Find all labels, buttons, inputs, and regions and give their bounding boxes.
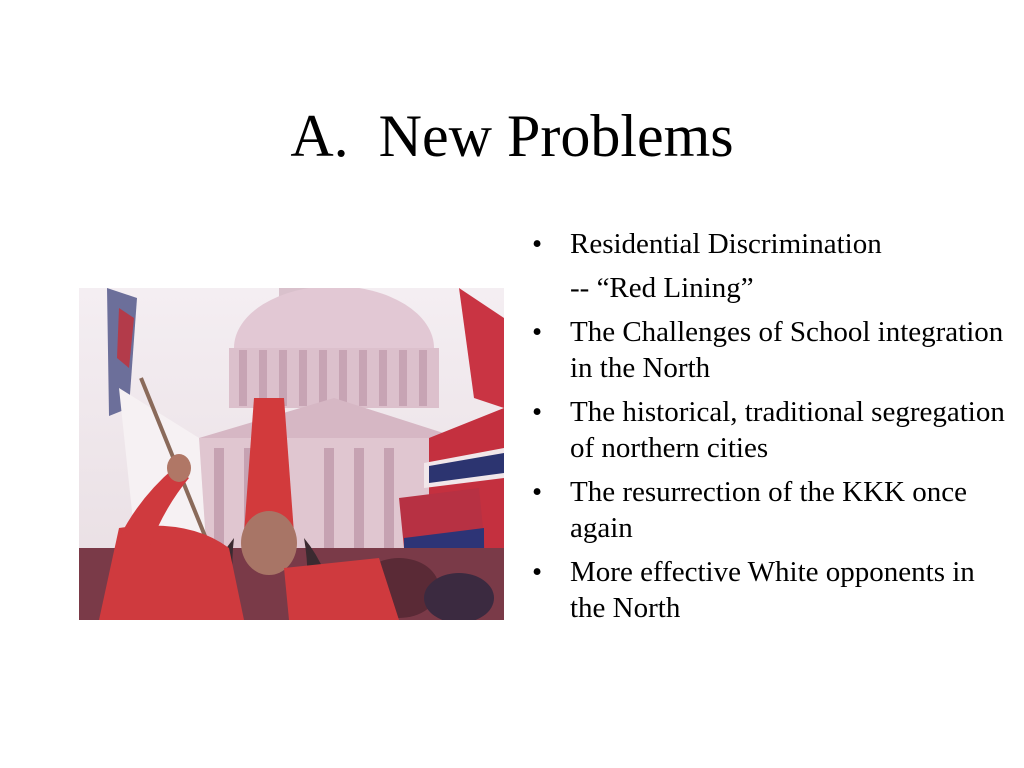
bullet-dot: • bbox=[532, 396, 543, 428]
bullet-item bbox=[530, 554, 1010, 626]
bullet-text: The historical, traditional segregation of northern cities bbox=[570, 396, 1005, 464]
bullet-text: More effective White opponents in the North bbox=[570, 556, 975, 624]
slide-title: A. New Problems bbox=[290, 103, 734, 169]
bullet-text: The resurrection of the KKK once again bbox=[570, 476, 967, 544]
bullet-dot: • bbox=[532, 556, 543, 588]
bullet-dot: • bbox=[532, 316, 543, 348]
bullet-item bbox=[530, 474, 1010, 546]
bullet-item bbox=[530, 226, 1010, 262]
kkk-rally-photo bbox=[79, 288, 504, 620]
bullet-text: Residential Discrimination bbox=[570, 228, 882, 260]
bullet-item bbox=[530, 394, 1010, 466]
bullet-list bbox=[530, 226, 1010, 634]
bullet-subline bbox=[530, 270, 1010, 306]
bullet-item bbox=[530, 314, 1010, 386]
bullet-text: -- “Red Lining” bbox=[570, 272, 754, 304]
bullet-dot: • bbox=[532, 228, 543, 260]
bullet-dot: • bbox=[532, 476, 543, 508]
bullet-text: The Challenges of School integration in the North bbox=[570, 316, 1004, 384]
